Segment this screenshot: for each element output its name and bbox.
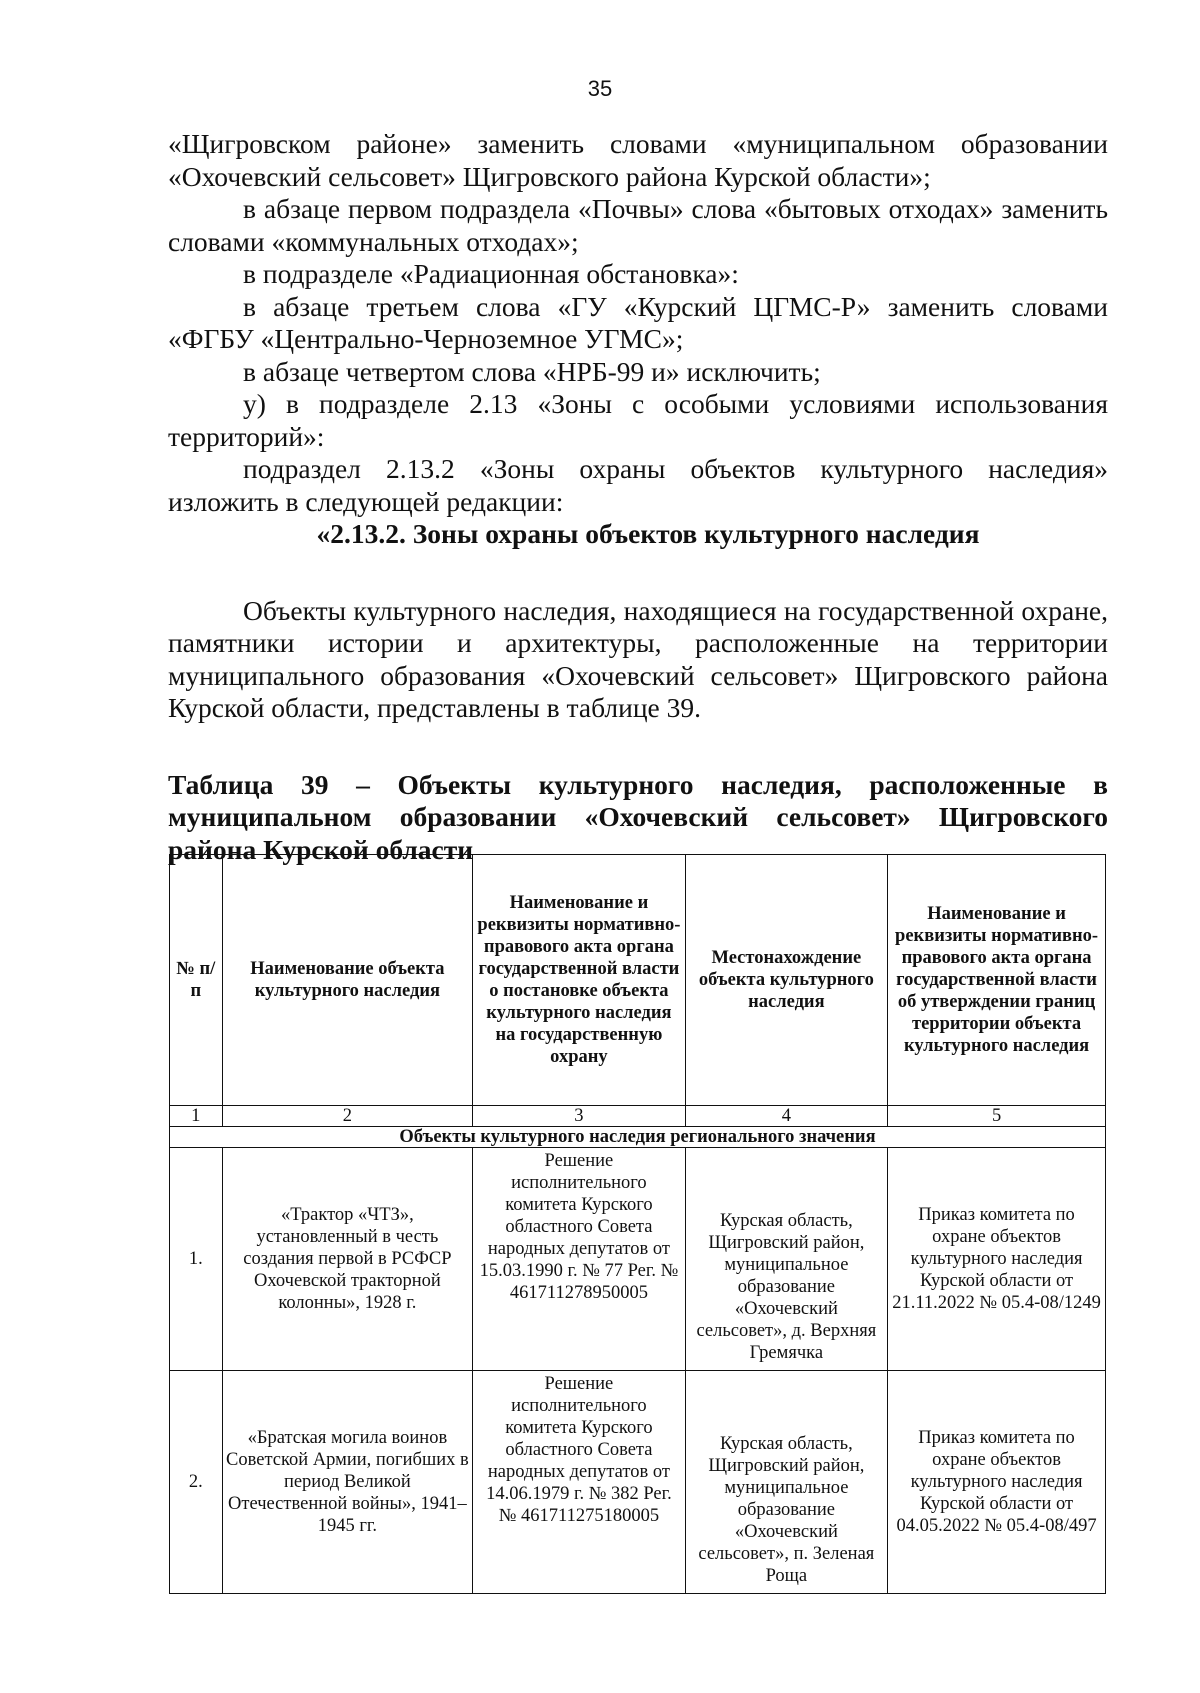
boundary-act: Приказ комитета по охране объектов культурного наследия Курской области от 21.11.2022 № 05.4-08/1249 — [888, 1148, 1106, 1371]
column-number: 5 — [888, 1106, 1106, 1127]
protection-act: Решение исполнительного комитета Курского областного Совета народных депутатов от 14.06.1979 г. № 382 Рег. № 461711275180005 — [473, 1371, 685, 1594]
section-label: Объекты культурного наследия регионального значения — [170, 1127, 1106, 1148]
row-number: 1. — [170, 1148, 223, 1371]
object-name: «Братская могила воинов Советской Армии, погибших в период Великой Отечественной войны», 1941–1945 гг. — [222, 1371, 473, 1594]
table-header-row — [170, 855, 1106, 1106]
column-number: 1 — [170, 1106, 223, 1127]
object-location: Курская область, Щигровский район, муниципальное образование «Охочевский сельсовет», д. Верхняя Гремячка — [685, 1148, 888, 1371]
header-cell: Наименование и реквизиты нормативно-правового акта органа государственной власти о постановке объекта культурного наследия на государственную охрану — [473, 855, 685, 1106]
row-number: 2. — [170, 1371, 223, 1594]
paragraph: в абзаце третьем слова «ГУ «Курский ЦГМС-Р» заменить словами «ФГБУ «Центрально-Черноземное УГМС»; — [168, 290, 1108, 354]
header-cell: Наименование и реквизиты нормативно-правового акта органа государственной власти об утверждении границ территории объекта культурного наследия — [888, 855, 1106, 1106]
intro-paragraph: Объекты культурного наследия, находящиеся на государственной охране, памятники истории и архитектуры, расположенные на территории муниципального образования «Охочевский сельсовет» Щигровского района Курской области, представлены в таблице 39. — [168, 594, 1108, 723]
paragraph: «Щигровском районе» заменить словами «муниципальном образовании «Охочевский сельсовет» Щигровского района Курской области»; — [168, 128, 1108, 192]
paragraph: в подразделе «Радиационная обстановка»: — [243, 258, 739, 289]
object-location: Курская область, Щигровский район, муниципальное образование «Охочевский сельсовет», п. Зеленая Роща — [685, 1371, 888, 1594]
table-row — [170, 1371, 1106, 1594]
boundary-act: Приказ комитета по охране объектов культурного наследия Курской области от 04.05.2022 № 05.4-08/497 — [888, 1371, 1106, 1594]
paragraph: в абзаце первом подраздела «Почвы» слова «бытовых отходах» заменить словами «коммунальных отходах»; — [168, 193, 1108, 257]
column-number: 2 — [222, 1106, 473, 1127]
section-heading: «2.13.2. Зоны охраны объектов культурного наследия — [316, 518, 980, 549]
header-cell: Местонахождение объекта культурного наследия — [685, 855, 888, 1106]
header-cell: Наименование объекта культурного наследия — [222, 855, 473, 1106]
paragraph: в абзаце четвертом слова «НРБ-99 и» исключить; — [243, 355, 821, 387]
column-number-row — [170, 1106, 1106, 1127]
table-section-row — [170, 1127, 1106, 1148]
protection-act: Решение исполнительного комитета Курского областного Совета народных депутатов от 15.03.1990 г. № 77 Рег. № 461711278950005 — [473, 1148, 685, 1371]
paragraph: у) в подразделе 2.13 «Зоны с особыми условиями использования территорий»: — [168, 388, 1108, 452]
document-body — [168, 128, 1108, 866]
heritage-table — [169, 854, 1106, 1594]
object-name: «Трактор «ЧТЗ», установленный в честь создания первой в РСФСР Охочевской тракторной колонны», 1928 г. — [222, 1148, 473, 1371]
column-number: 3 — [473, 1106, 685, 1127]
table-row — [170, 1148, 1106, 1371]
header-cell: № п/п — [170, 855, 223, 1106]
page-number: 35 — [587, 76, 613, 101]
table-title: Таблица 39 – Объекты культурного наследия, расположенные в муниципальном образовании «Охочевский сельсовет» Щигровского района Курской области — [168, 768, 1108, 865]
column-number: 4 — [685, 1106, 888, 1127]
paragraph: подраздел 2.13.2 «Зоны охраны объектов культурного наследия» изложить в следующей редакции: — [168, 453, 1108, 517]
